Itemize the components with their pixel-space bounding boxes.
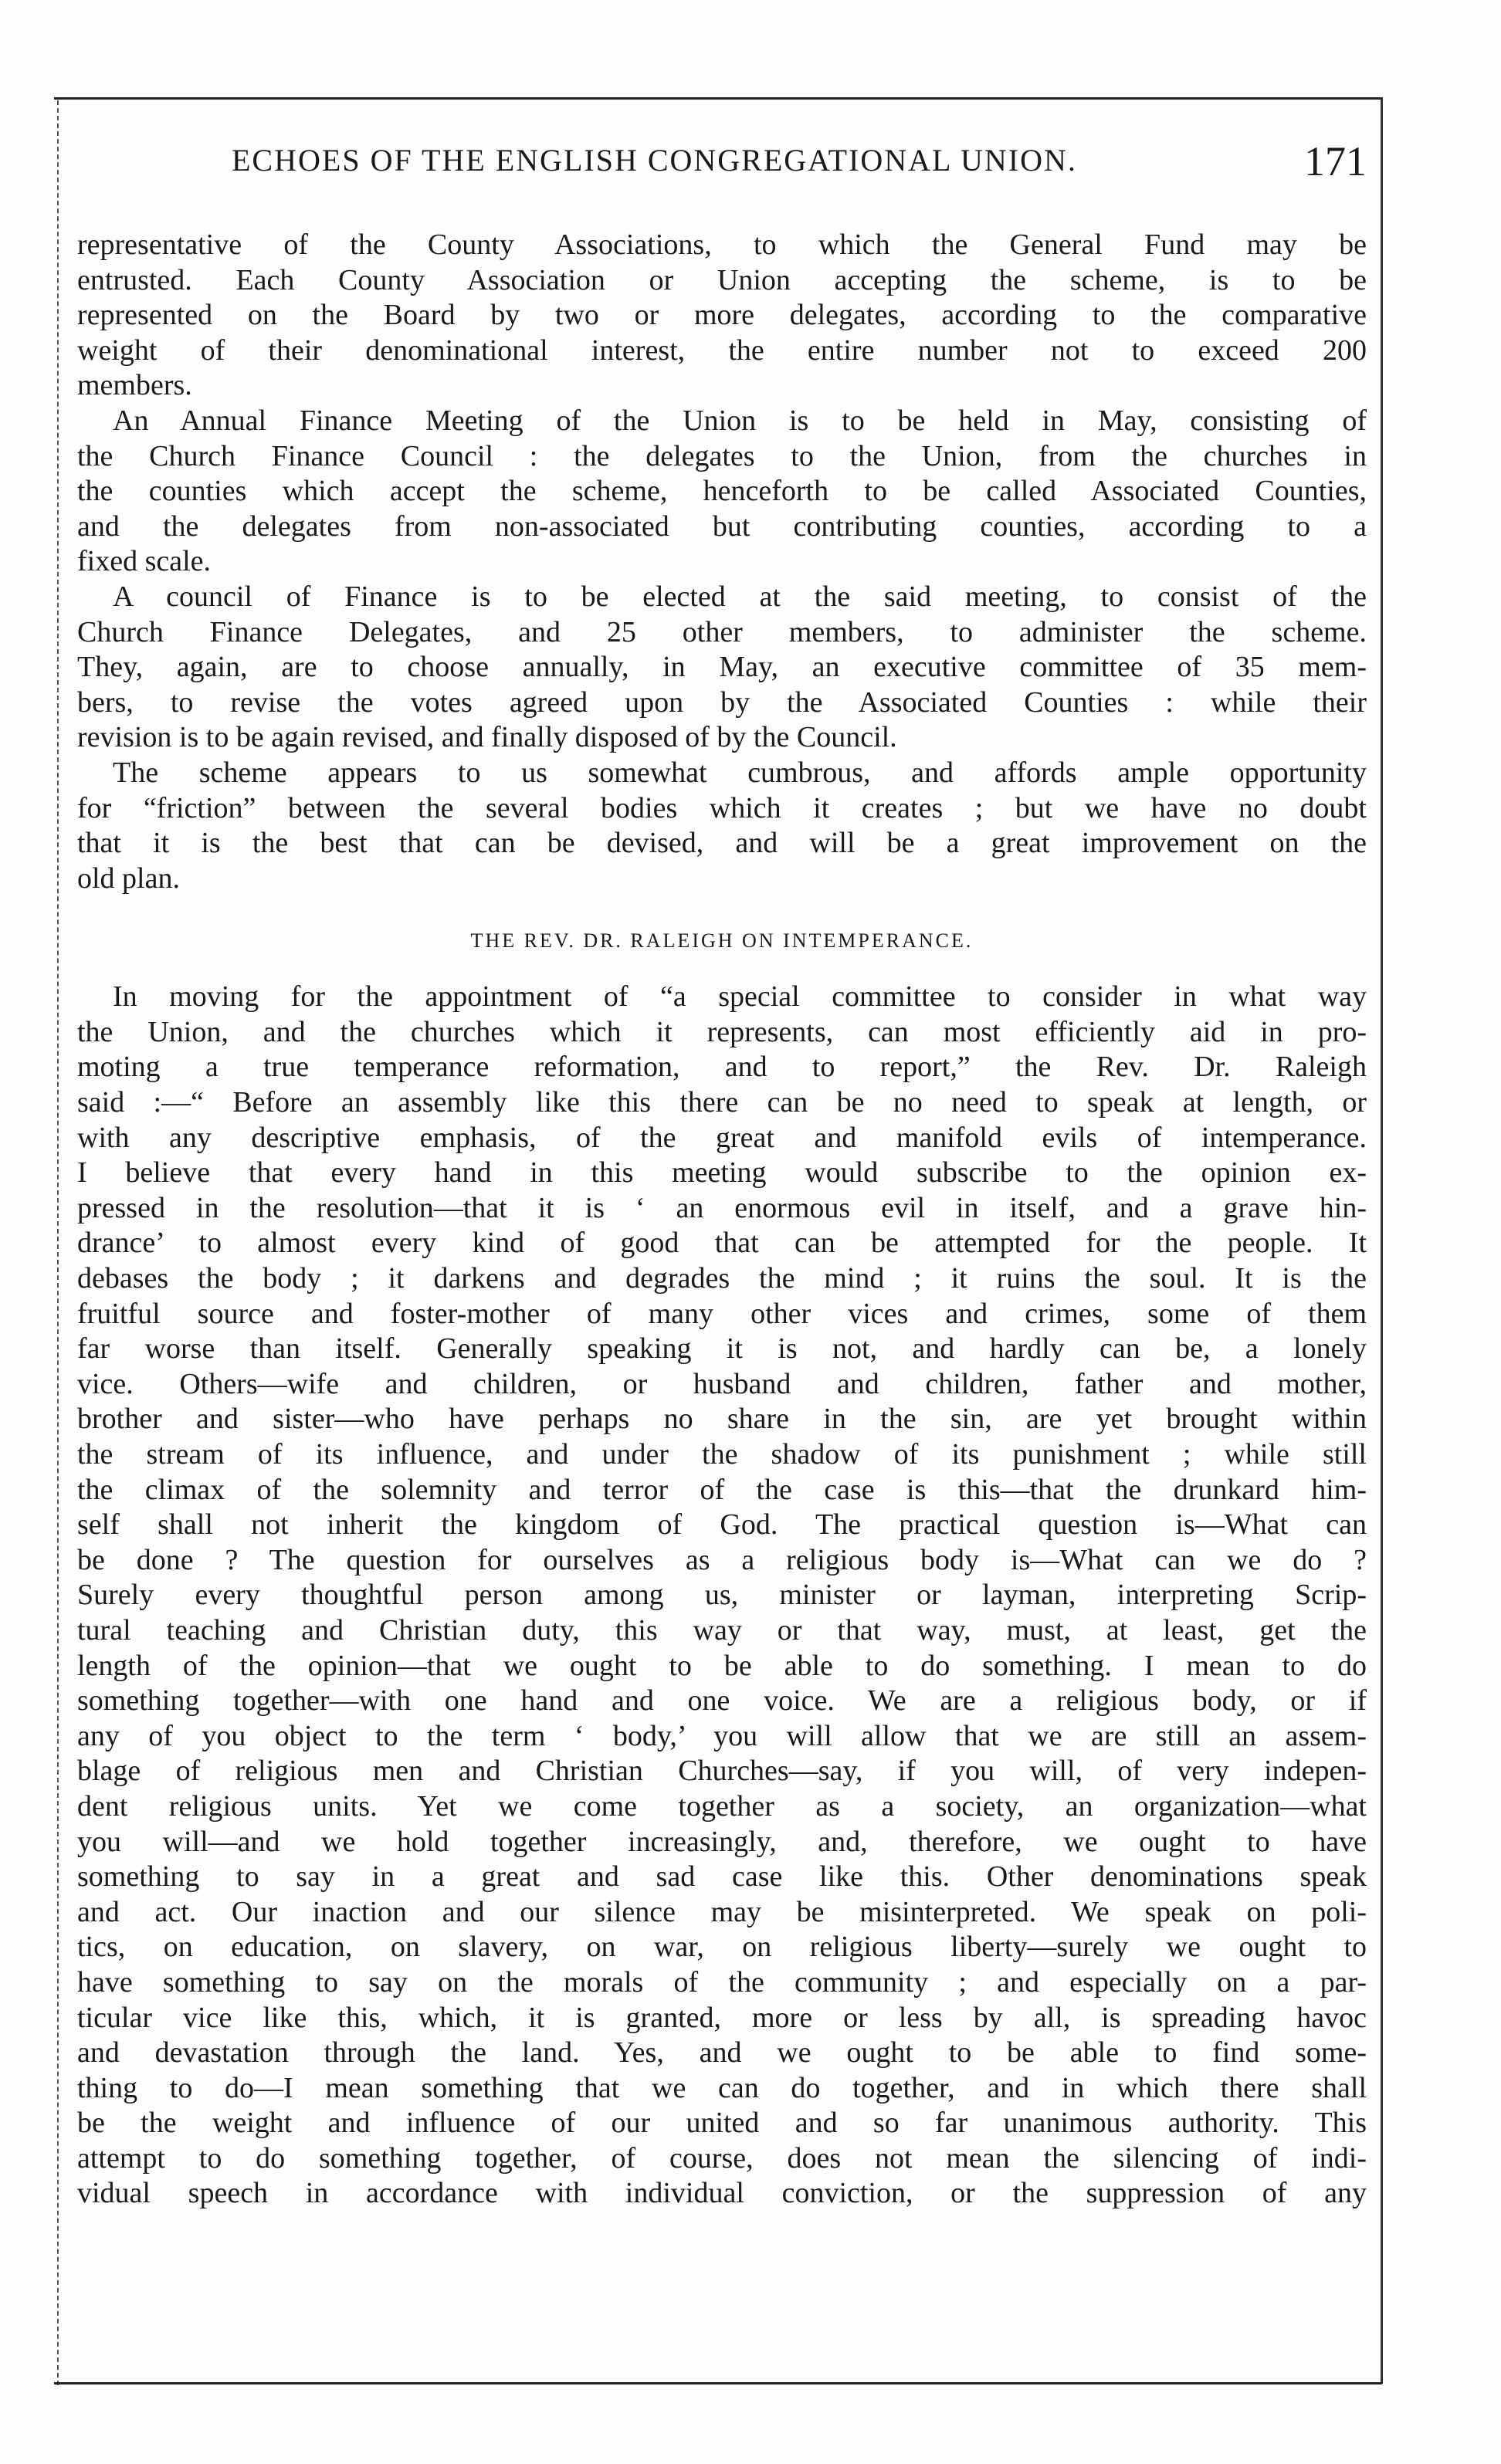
text-line: They, again, are to choose annually, in May, an executive committee of 35 mem- [77,651,1367,684]
text-line: length of the opinion—that we ought to be able to do something. I mean to do [77,1649,1367,1682]
text-line: attempt to do something together, of course, does not mean the silencing of indi- [77,2141,1367,2175]
page-header [77,137,1367,191]
top-border-rule [54,97,1382,100]
text-line: fruitful source and foster-mother of many other vices and crimes, some of them [77,1297,1367,1330]
text-line: something together—with one hand and one voice. We are a religious body, or if [77,1684,1367,1718]
text-line: The scheme appears to us somewhat cumbrous, and affords ample opportunity [113,756,1367,789]
text-line: be done ? The question for ourselves as a religious body is—What can we do ? [77,1543,1367,1576]
bottom-border-rule [54,2382,1382,2384]
text-line: Surely every thoughtful person among us, minister or layman, interpreting Scrip- [77,1579,1367,1612]
text-line: with any descriptive emphasis, of the great and manifold evils of intemperance. [77,1121,1367,1154]
text-line: that it is the best that can be devised, and will be a great improvement on the [77,827,1367,860]
text-line: ticular vice like this, which, it is granted, more or less by all, is spreading havoc [77,2001,1367,2034]
text-line: fixed scale. [77,545,212,578]
paragraph-scheme [77,756,1367,896]
left-margin-edge [57,100,59,2385]
text-line: Church Finance Delegates, and 25 other members, to administer the scheme. [77,615,1367,648]
text-line: and devastation through the land. Yes, and we ought to be able to find some- [77,2036,1367,2070]
text-line: representative of the County Associations, to which the General Fund may be [77,228,1367,261]
text-line: for “friction” between the several bodies which it creates ; but we have no doubt [77,791,1367,824]
paragraph-annual-meeting [77,404,1367,580]
text-line: weight of their denominational interest, the entire number not to exceed 200 [77,333,1367,367]
section-heading: THE REV. DR. RALEIGH ON INTEMPERANCE. [470,929,974,953]
text-line: drance’ to almost every kind of good that can be attempted for the people. It [77,1227,1367,1260]
text-line: thing to do—I mean something that we can do together, and in which there shall [77,2071,1367,2104]
page-body [77,228,1367,2212]
page-number: 171 [1304,138,1367,184]
text-line: the Church Finance Council : the delegates to the Union, from the churches in [77,439,1367,472]
text-line: blage of religious men and Christian Churches—say, if you will, of very indepen- [77,1755,1367,1788]
paragraph-raleigh-speech [77,980,1367,2212]
text-line: the counties which accept the scheme, henceforth to be called Associated Counties, [77,475,1367,508]
text-line: vidual speech in accordance with individual conviction, or the suppression of any [77,2177,1367,2210]
text-line: vice. Others—wife and children, or husband and children, father and mother, [77,1367,1367,1400]
text-line: represented on the Board by two or more delegates, according to the comparative [77,299,1367,332]
text-line: In moving for the appointment of “a special committee to consider in what way [113,980,1367,1014]
text-line: far worse than itself. Generally speaking it is not, and hardly can be, a lonely [77,1332,1367,1366]
paragraph-intro [77,228,1367,404]
text-line: be the weight and influence of our united and so far unanimous authority. This [77,2107,1367,2140]
text-line: debases the body ; it darkens and degrades the mind ; it ruins the soul. It is the [77,1262,1367,1295]
text-line: any of you object to the term ‘ body,’ you will allow that we are still an assem- [77,1719,1367,1752]
text-line: tural teaching and Christian duty, this way or that way, must, at least, get the [77,1613,1367,1647]
text-line: pressed in the resolution—that it is ‘ an enormous evil in itself, and a grave hin- [77,1191,1367,1224]
text-line: brother and sister—who have perhaps no share in the sin, are yet brought within [77,1403,1367,1436]
text-line: the climax of the solemnity and terror of the case is this—that the drunkard him- [77,1473,1367,1506]
text-line: bers, to revise the votes agreed upon by the Associated Counties : while their [77,685,1367,719]
text-line: entrusted. Each County Association or Union accepting the scheme, is to be [77,263,1367,296]
text-line: moting a true temperance reformation, and to report,” the Rev. Dr. Raleigh [77,1051,1367,1084]
text-line: tics, on education, on slavery, on war, on religious liberty—surely we ought to [77,1931,1367,1964]
paragraph-council [77,580,1367,756]
text-line: revision is to be again revised, and finally disposed of by the Council. [77,721,897,754]
text-line: I believe that every hand in this meeting would subscribe to the opinion ex- [77,1156,1367,1190]
text-line: A council of Finance is to be elected at the said meeting, to consist of the [113,580,1367,613]
right-margin-edge [1381,97,1383,2384]
text-line: and act. Our inaction and our silence may be misinterpreted. We speak on poli- [77,1895,1367,1928]
text-line: self shall not inherit the kingdom of God. The practical question is—What can [77,1508,1367,1542]
running-title: ECHOES OF THE ENGLISH CONGREGATIONAL UNION. [232,143,1077,178]
text-line: something to say in a great and sad case like this. Other denominations speak [77,1860,1367,1894]
text-line: members. [77,369,192,402]
text-line: dent religious units. Yet we come together as a society, an organization—what [77,1789,1367,1823]
text-line: the stream of its influence, and under the shadow of its punishment ; while still [77,1438,1367,1471]
text-line: An Annual Finance Meeting of the Union is to be held in May, consisting of [113,404,1367,437]
text-line: old plan. [77,861,180,895]
text-line: you will—and we hold together increasingly, and, therefore, we ought to have [77,1825,1367,1858]
text-line: the Union, and the churches which it represents, can most efficiently aid in pro- [77,1015,1367,1048]
text-line: said :—“ Before an assembly like this there can be no need to speak at length, or [77,1086,1367,1119]
text-line: and the delegates from non-associated but contributing counties, according to a [77,509,1367,543]
text-line: have something to say on the morals of the community ; and especially on a par- [77,1965,1367,1999]
